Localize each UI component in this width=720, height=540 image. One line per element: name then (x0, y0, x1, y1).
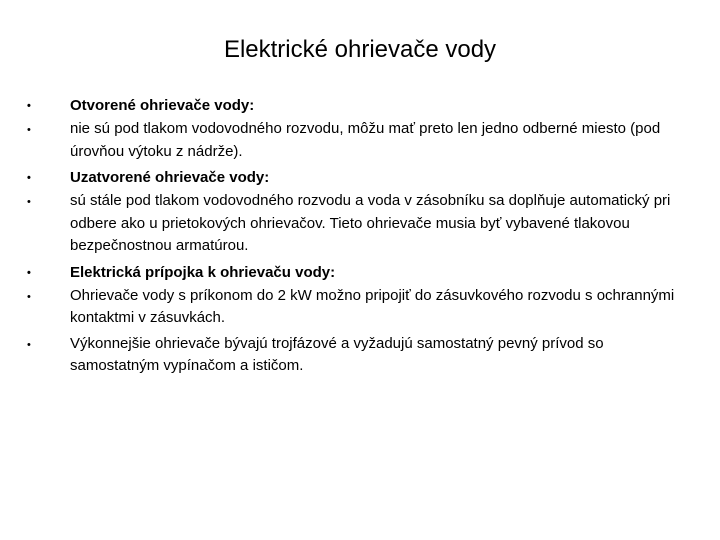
list-item (27, 190, 677, 258)
list-item (27, 118, 677, 163)
bullet-list (27, 94, 677, 381)
bullet-icon: • (27, 124, 31, 136)
bullet-icon: • (27, 196, 31, 208)
bullet-icon: • (27, 338, 31, 351)
list-item-text: sú stále pod tlakom vodovodného rozvodu a voda v zásobníku sa doplňuje automatický pri odbere ako u prietokových ohrievačov. Tieto ohrievače musia byť vybavené tlakovou bezpečnostnou armatúrou. (70, 192, 671, 254)
list-item-text: Elektrická prípojka k ohrievaču vody: (70, 263, 336, 281)
list-item (27, 166, 677, 190)
list-item-text: Uzatvorené ohrievače vody: (70, 169, 270, 186)
slide-title: Elektrické ohrievače vody (223, 36, 497, 63)
list-item-text: Výkonnejšie ohrievače bývajú trojfázové a vyžadujú samostatný pevný prívod so samostatným vypínačom a ističom. (70, 334, 604, 374)
list-item (27, 285, 677, 330)
list-item (27, 94, 677, 118)
bullet-icon: • (27, 290, 31, 303)
bullet-icon: • (27, 172, 31, 184)
list-item (27, 261, 677, 285)
bullet-icon: • (27, 266, 31, 279)
list-item-text: Ohrievače vody s príkonom do 2 kW možno pripojiť do zásuvkového rozvodu s ochrannými kontaktmi v zásuvkách. (70, 286, 675, 326)
bullet-icon: • (27, 100, 31, 112)
list-item (27, 333, 677, 378)
list-item-text: nie sú pod tlakom vodovodného rozvodu, môžu mať preto len jedno odberné miesto (pod úrovňou výtoku z nádrže). (70, 120, 661, 160)
list-item-text: Otvorené ohrievače vody: (70, 97, 255, 114)
